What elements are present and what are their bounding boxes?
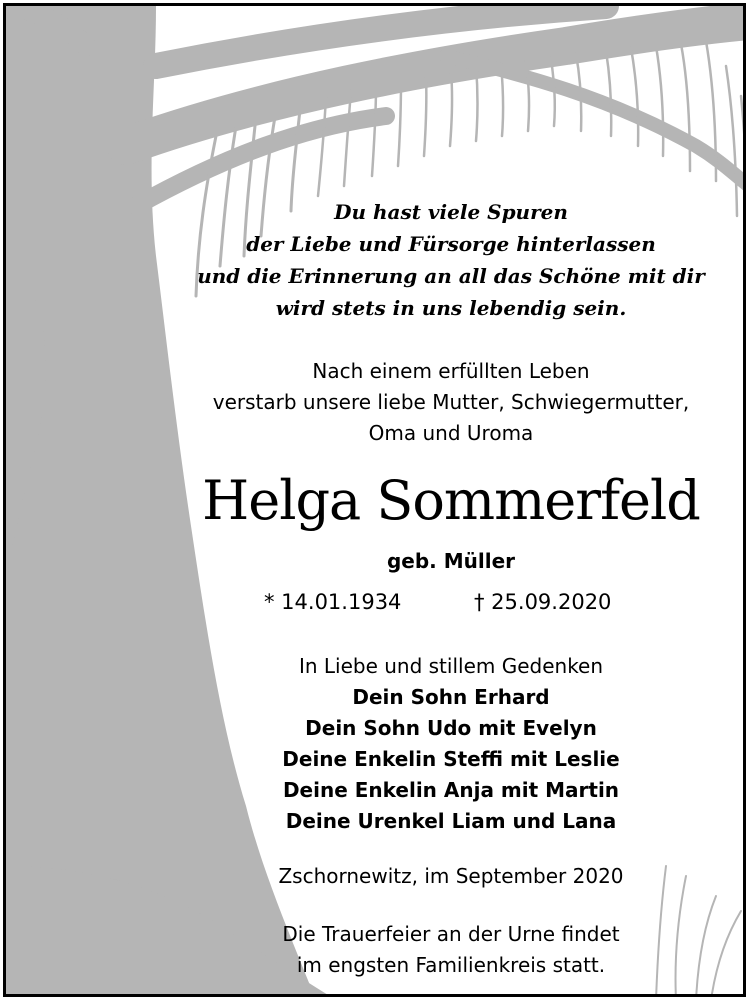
mourners-intro: In Liebe und stillem Gedenken bbox=[298, 654, 604, 678]
intro-line-2: verstarb unsere liebe Mutter, Schwiegermutter, bbox=[212, 390, 690, 414]
birth-date: * 14.01.1934 bbox=[264, 590, 402, 614]
mourner-3: Deine Enkelin Steffi mit Leslie bbox=[282, 747, 620, 771]
place-date: Zschornewitz, im September 2020 bbox=[278, 864, 624, 888]
funeral-note-line-1: Die Trauerfeier an der Urne findet bbox=[282, 922, 620, 946]
funeral-note-line-2: im engsten Familienkreis statt. bbox=[296, 953, 606, 977]
poem-line-2: der Liebe und Fürsorge hinterlassen bbox=[246, 232, 656, 256]
mourner-2: Dein Sohn Udo mit Evelyn bbox=[305, 716, 597, 740]
obituary-text bbox=[6, 6, 746, 997]
poem-line-4: wird stets in uns lebendig sein. bbox=[275, 296, 627, 320]
mourner-4: Deine Enkelin Anja mit Martin bbox=[282, 778, 620, 802]
intro-line-1: Nach einem erfüllten Leben bbox=[312, 359, 590, 383]
birth-name: geb. Müller bbox=[386, 549, 516, 573]
death-date: † 25.09.2020 bbox=[474, 590, 612, 614]
poem-line-1: Du hast viele Spuren bbox=[334, 200, 568, 224]
intro-line-3: Oma und Uroma bbox=[368, 421, 534, 445]
mourner-5: Deine Urenkel Liam und Lana bbox=[285, 809, 617, 833]
deceased-name: Helga Sommerfeld bbox=[202, 469, 700, 532]
mourner-1: Dein Sohn Erhard bbox=[352, 685, 550, 709]
obituary-card bbox=[3, 3, 746, 997]
poem-line-3: und die Erinnerung an all das Schöne mit dir bbox=[197, 264, 705, 288]
